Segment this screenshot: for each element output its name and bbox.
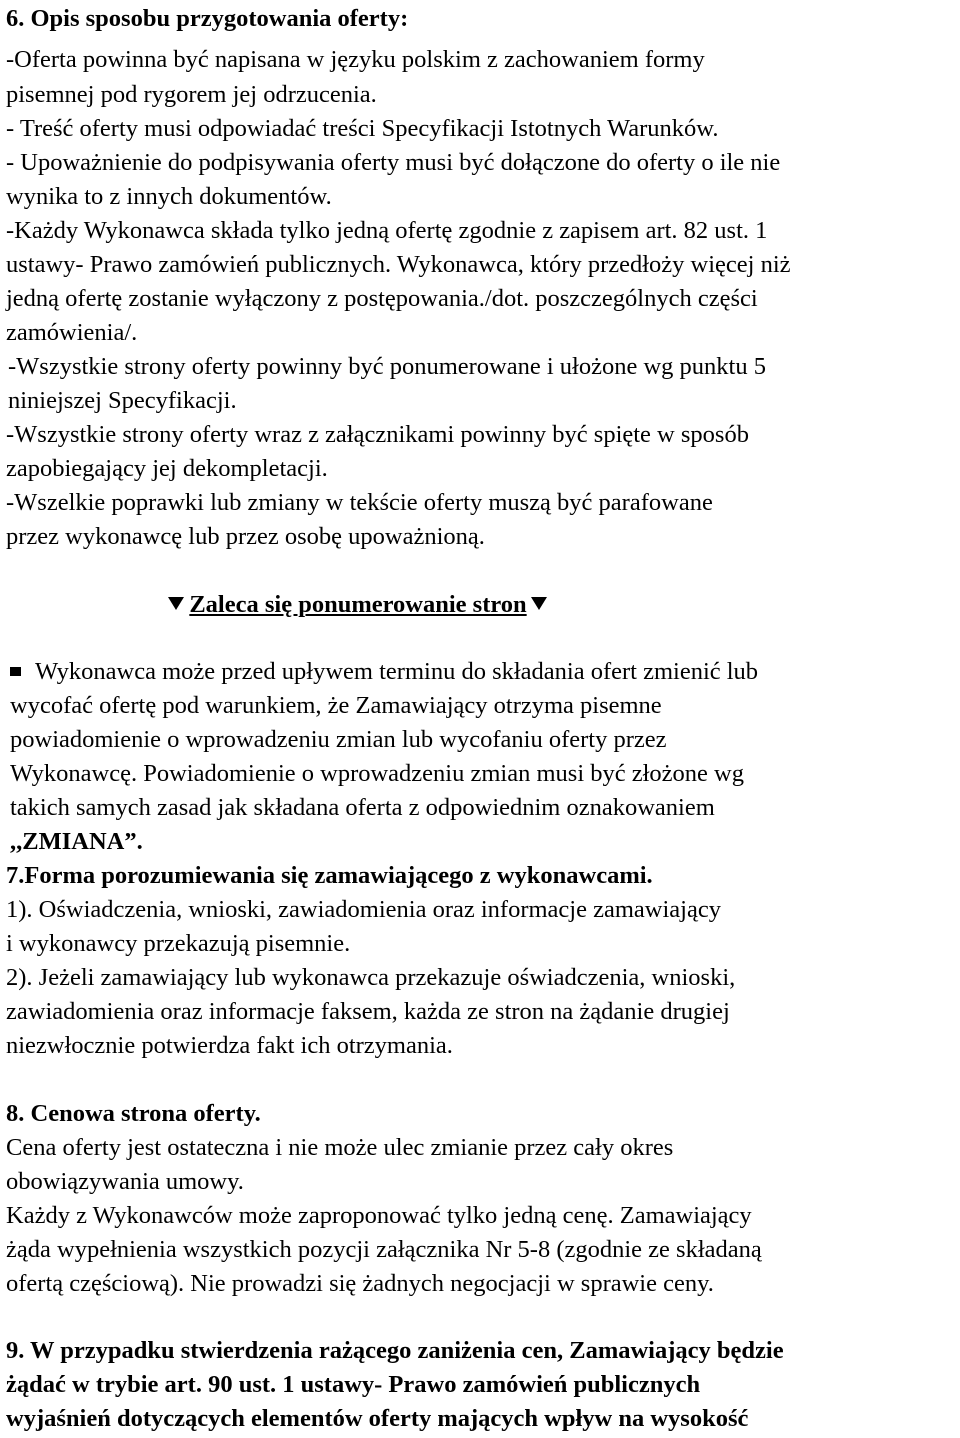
section-9-heading: 9. W przypadku stwierdzenia rażącego zaniżenia cen, Zamawiający będzie: [6, 1337, 784, 1364]
paragraph-line: takich samych zasad jak składana oferta z odpowiednim oznakowaniem: [10, 794, 715, 821]
section-9-line: żądać w trybie art. 90 ust. 1 ustawy- Prawo zamówień publicznych: [6, 1371, 701, 1398]
paragraph-line: zamówienia/.: [6, 319, 138, 346]
paragraph-line: -Wszelkie poprawki lub zmiany w tekście oferty muszą być parafowane: [6, 489, 713, 516]
paragraph-line: ustawy- Prawo zamówień publicznych. Wykonawca, który przedłoży więcej niż: [6, 251, 791, 278]
paragraph-line: niniejszej Specyfikacji.: [8, 387, 237, 414]
paragraph-line: - Upoważnienie do podpisywania oferty musi być dołączone do oferty o ile nie: [6, 149, 781, 176]
section-6-heading: 6. Opis sposobu przygotowania oferty:: [6, 5, 409, 32]
paragraph-line: przez wykonawcę lub przez osobę upoważnioną.: [6, 523, 485, 550]
paragraph-line: -Wszystkie strony oferty wraz z załącznikami powinny być spięte w sposób: [6, 421, 749, 448]
paragraph-line: ofertą częściową). Nie prowadzi się żadnych negocjacji w sprawie ceny.: [6, 1270, 714, 1297]
paragraph-line: pisemnej pod rygorem jej odrzucenia.: [6, 81, 377, 108]
section-8-heading: 8. Cenowa strona oferty.: [6, 1100, 261, 1127]
section-7-heading: 7.Forma porozumiewania się zamawiającego z wykonawcami.: [6, 862, 653, 889]
paragraph-line: wynika to z innych dokumentów.: [6, 183, 332, 210]
paragraph-line: Każdy z Wykonawców może zaproponować tylko jedną cenę. Zamawiający: [6, 1202, 752, 1229]
paragraph-line: - Treść oferty musi odpowiadać treści Specyfikacji Istotnych Warunków.: [6, 115, 719, 142]
bulleted-paragraph-first-line: [10, 657, 758, 687]
paragraph-line: powiadomienie o wprowadzeniu zmian lub wycofaniu oferty przez: [10, 726, 667, 753]
paragraph-line: żąda wypełnienia wszystkich pozycji załącznika Nr 5-8 (zgodnie ze składaną: [6, 1236, 762, 1263]
paragraph-line: wycofać ofertę pod warunkiem, że Zamawiający otrzyma pisemne: [10, 692, 662, 719]
section-9-line: wyjaśnień dotyczących elementów oferty mających wpływ na wysokość: [6, 1405, 749, 1432]
square-bullet-icon: [10, 667, 21, 676]
paragraph-line: -Każdy Wykonawca składa tylko jedną ofertę zgodnie z zapisem art. 82 ust. 1: [6, 217, 768, 244]
triangle-down-icon: [168, 597, 184, 610]
paragraph-line: zawiadomienia oraz informacje faksem, każda ze stron na żądanie drugiej: [6, 998, 730, 1025]
recommendation-heading: [0, 590, 715, 620]
triangle-down-icon: [531, 597, 547, 610]
paragraph-line: jedną ofertę zostanie wyłączony z postępowania./dot. poszczególnych części: [6, 285, 758, 312]
paragraph-line: -Wszystkie strony oferty powinny być ponumerowane i ułożone wg punktu 5: [8, 353, 766, 380]
paragraph-line: Cena oferty jest ostateczna i nie może ulec zmianie przez cały okres: [6, 1134, 674, 1161]
paragraph-line: -Oferta powinna być napisana w języku polskim z zachowaniem formy: [6, 46, 705, 73]
recommendation-text: Zaleca się ponumerowanie stron: [189, 591, 527, 618]
paragraph-line: i wykonawcy przekazują pisemnie.: [6, 930, 351, 957]
paragraph-line: niezwłocznie potwierdza fakt ich otrzymania.: [6, 1032, 453, 1059]
paragraph-line: Wykonawcę. Powiadomienie o wprowadzeniu zmian musi być złożone wg: [10, 760, 744, 787]
paragraph-line: obowiązywania umowy.: [6, 1168, 244, 1195]
change-marking-label: ,,ZMIANA”.: [10, 828, 143, 855]
paragraph-line: 1). Oświadczenia, wnioski, zawiadomienia oraz informacje zamawiający: [6, 896, 721, 923]
paragraph-line: Wykonawca może przed upływem terminu do składania ofert zmienić lub: [35, 658, 759, 685]
paragraph-line: zapobiegający jej dekompletacji.: [6, 455, 328, 482]
paragraph-line: 2). Jeżeli zamawiający lub wykonawca przekazuje oświadczenia, wnioski,: [6, 964, 736, 991]
